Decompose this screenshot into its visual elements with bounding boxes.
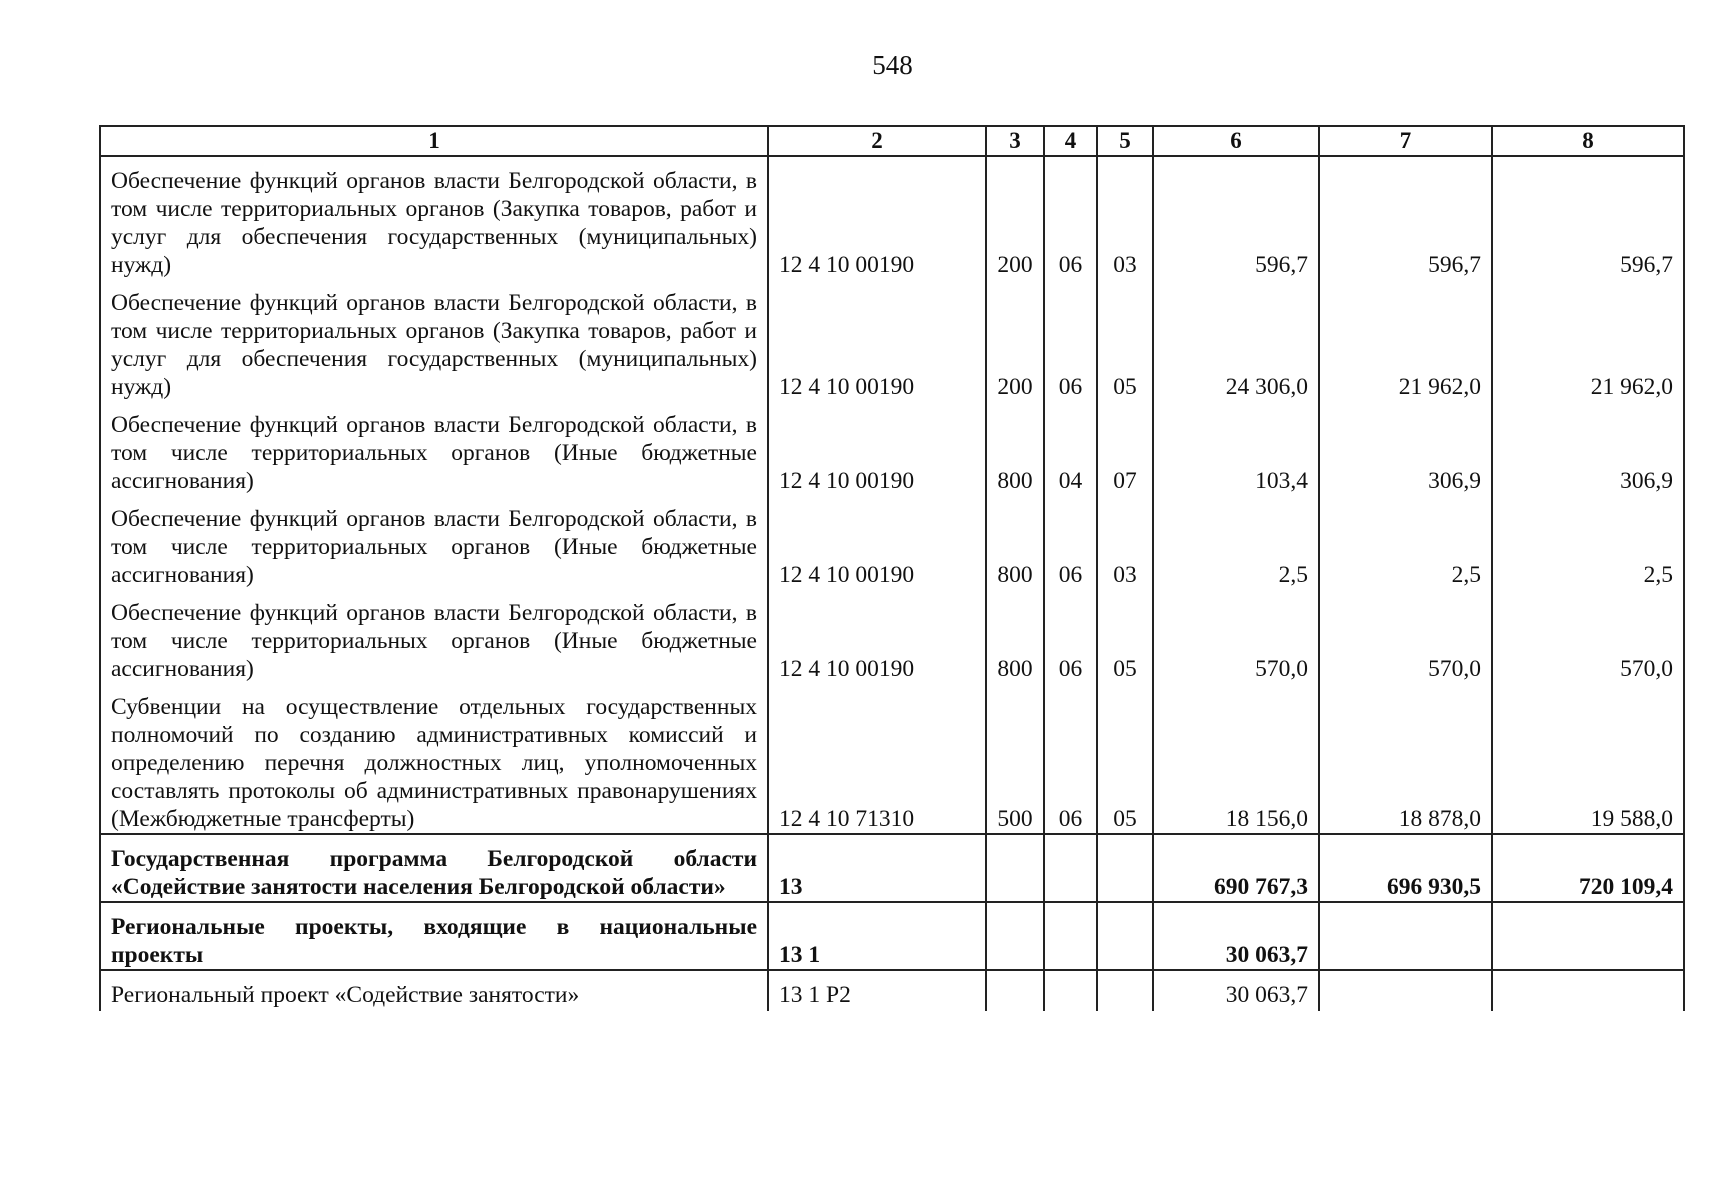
row-code: 13 — [768, 834, 986, 902]
table-row — [100, 401, 1684, 495]
header-col-4: 4 — [1044, 126, 1097, 156]
row-col-8 — [1492, 902, 1684, 970]
row-col-5: 03 — [1097, 156, 1153, 279]
row-name: Обеспечение функций органов власти Белгородской области, в том числе территориальных органов (Закупка товаров, работ и услуг для обеспечения государственных (муниципальных) нужд) — [100, 279, 768, 401]
row-col-5 — [1097, 834, 1153, 902]
table-row — [100, 279, 1684, 401]
row-name: Субвенции на осуществление отдельных государственных полномочий по созданию административных комиссий и определению перечня должностных лиц, уполномоченных составлять протоколы об административных правонарушениях (Межбюджетные трансферты) — [100, 683, 768, 834]
header-col-7: 7 — [1319, 126, 1492, 156]
header-col-6: 6 — [1153, 126, 1319, 156]
table-row — [100, 156, 1684, 279]
row-col-3 — [986, 970, 1044, 1011]
row-col-8: 21 962,0 — [1492, 279, 1684, 401]
row-name: Обеспечение функций органов власти Белгородской области, в том числе территориальных органов (Иные бюджетные ассигнования) — [100, 495, 768, 589]
row-col-3: 800 — [986, 495, 1044, 589]
row-col-7: 18 878,0 — [1319, 683, 1492, 834]
table-row-program — [100, 834, 1684, 902]
row-name: Обеспечение функций органов власти Белгородской области, в том числе территориальных органов (Закупка товаров, работ и услуг для обеспечения государственных (муниципальных) нужд) — [100, 156, 768, 279]
row-code: 12 4 10 00190 — [768, 279, 986, 401]
table-row — [100, 683, 1684, 834]
row-col-3 — [986, 902, 1044, 970]
row-col-8: 2,5 — [1492, 495, 1684, 589]
table-row — [100, 970, 1684, 1011]
row-col-6: 690 767,3 — [1153, 834, 1319, 902]
row-code: 13 1 P2 — [768, 970, 986, 1011]
row-col-3 — [986, 834, 1044, 902]
row-code: 12 4 10 00190 — [768, 495, 986, 589]
row-name: Региональный проект «Содействие занятости» — [100, 970, 768, 1011]
row-col-5: 05 — [1097, 279, 1153, 401]
row-code: 12 4 10 00190 — [768, 589, 986, 683]
budget-table — [99, 125, 1685, 1011]
row-col-4: 06 — [1044, 156, 1097, 279]
row-col-4 — [1044, 834, 1097, 902]
row-col-3: 500 — [986, 683, 1044, 834]
header-col-8: 8 — [1492, 126, 1684, 156]
row-name: Государственная программа Белгородской области «Содействие занятости населения Белгородской области» — [100, 834, 768, 902]
row-col-5: 05 — [1097, 589, 1153, 683]
row-col-7: 596,7 — [1319, 156, 1492, 279]
table-row-regional-projects — [100, 902, 1684, 970]
row-col-6: 2,5 — [1153, 495, 1319, 589]
row-col-5 — [1097, 970, 1153, 1011]
header-col-2: 2 — [768, 126, 986, 156]
header-col-1: 1 — [100, 126, 768, 156]
row-col-4: 06 — [1044, 495, 1097, 589]
row-col-3: 800 — [986, 401, 1044, 495]
row-col-5 — [1097, 902, 1153, 970]
header-row — [100, 126, 1684, 156]
row-col-5: 03 — [1097, 495, 1153, 589]
table-row — [100, 495, 1684, 589]
row-col-4: 04 — [1044, 401, 1097, 495]
row-code: 12 4 10 00190 — [768, 401, 986, 495]
row-col-6: 30 063,7 — [1153, 902, 1319, 970]
row-col-6: 596,7 — [1153, 156, 1319, 279]
row-col-6: 103,4 — [1153, 401, 1319, 495]
row-name: Обеспечение функций органов власти Белгородской области, в том числе территориальных органов (Иные бюджетные ассигнования) — [100, 589, 768, 683]
row-col-8: 596,7 — [1492, 156, 1684, 279]
row-col-5: 07 — [1097, 401, 1153, 495]
row-col-7 — [1319, 902, 1492, 970]
row-name: Региональные проекты, входящие в национальные проекты — [100, 902, 768, 970]
row-col-8: 570,0 — [1492, 589, 1684, 683]
row-col-7 — [1319, 970, 1492, 1011]
row-code: 12 4 10 71310 — [768, 683, 986, 834]
row-col-6: 30 063,7 — [1153, 970, 1319, 1011]
table-row — [100, 589, 1684, 683]
row-col-7: 696 930,5 — [1319, 834, 1492, 902]
row-col-7: 306,9 — [1319, 401, 1492, 495]
row-col-6: 18 156,0 — [1153, 683, 1319, 834]
row-col-7: 21 962,0 — [1319, 279, 1492, 401]
row-col-6: 24 306,0 — [1153, 279, 1319, 401]
row-col-4: 06 — [1044, 279, 1097, 401]
row-col-7: 2,5 — [1319, 495, 1492, 589]
row-col-8: 720 109,4 — [1492, 834, 1684, 902]
row-col-4: 06 — [1044, 683, 1097, 834]
row-code: 12 4 10 00190 — [768, 156, 986, 279]
row-col-4 — [1044, 902, 1097, 970]
row-code: 13 1 — [768, 902, 986, 970]
row-col-4: 06 — [1044, 589, 1097, 683]
page-number: 548 — [872, 50, 913, 80]
row-col-7: 570,0 — [1319, 589, 1492, 683]
row-col-3: 200 — [986, 156, 1044, 279]
row-col-8: 306,9 — [1492, 401, 1684, 495]
header-col-5: 5 — [1097, 126, 1153, 156]
header-col-3: 3 — [986, 126, 1044, 156]
row-name: Обеспечение функций органов власти Белгородской области, в том числе территориальных органов (Иные бюджетные ассигнования) — [100, 401, 768, 495]
row-col-3: 200 — [986, 279, 1044, 401]
row-col-8: 19 588,0 — [1492, 683, 1684, 834]
row-col-4 — [1044, 970, 1097, 1011]
row-col-3: 800 — [986, 589, 1044, 683]
row-col-8 — [1492, 970, 1684, 1011]
row-col-6: 570,0 — [1153, 589, 1319, 683]
row-col-5: 05 — [1097, 683, 1153, 834]
